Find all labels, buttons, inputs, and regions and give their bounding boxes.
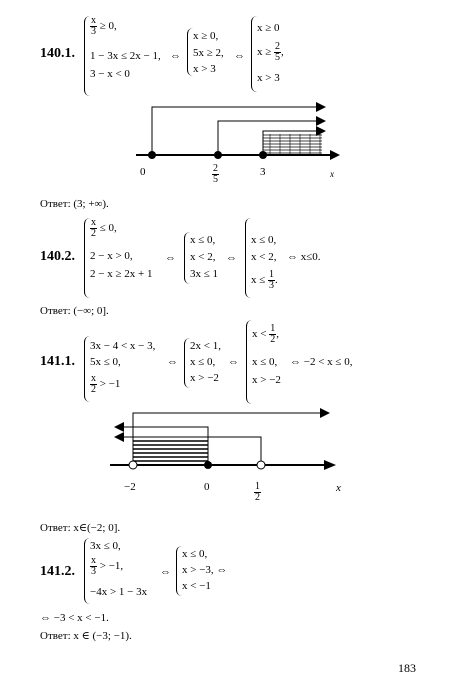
system-result: ⇔ −2 < x ≤ 0, [290, 356, 353, 368]
fraction: $\frac{x}{3}$ [91, 15, 96, 37]
system-line: x > −3, ⇔ [182, 564, 228, 576]
answer: Ответ: (3; +∞). [40, 198, 109, 210]
equivalence-arrow: ⇔ [234, 50, 245, 62]
system-line: 5x ≤ 0, [90, 356, 121, 368]
axis-label: 0 [140, 166, 146, 178]
problem-number: 140.1. [40, 46, 75, 61]
problem-number: 141.1. [40, 354, 75, 369]
axis-label [254, 482, 261, 503]
answer: Ответ: x∈(−2; 0]. [40, 522, 121, 534]
system-line: x ≤ $\frac{1}{3}$ . [251, 269, 278, 291]
system-line: −4x > 1 − 3x [90, 586, 148, 598]
answer: Ответ: x ∈ (−3; −1). [40, 630, 132, 642]
fraction: $\frac{x}{3}$ [91, 555, 96, 577]
equivalence-arrow: ⇔ [165, 252, 176, 264]
equivalence-arrow: ⇔ [167, 356, 178, 368]
fraction: $\frac{x}{2}$ [91, 373, 96, 395]
axis-label: x [336, 482, 341, 494]
system-line: x < 2, [190, 251, 216, 263]
system-line: $\frac{x}{3}$ > −1, [91, 555, 124, 577]
system-line: x < −1 [182, 580, 211, 592]
system-line: 3x ≤ 1 [190, 268, 219, 280]
axis-label: −2 [124, 481, 136, 493]
system-line: x > −2 [252, 374, 281, 386]
system-line: x ≥ 0 [257, 22, 280, 34]
system-line: 3 − x < 0 [90, 68, 130, 80]
system-line: x < $\frac{1}{2}$ , [252, 323, 279, 345]
axis-label: x [330, 169, 334, 179]
equivalence-line: ⇔ −3 < x < −1. [40, 612, 109, 624]
axis-label: 0 [204, 481, 210, 493]
answer: Ответ: (−∞; 0]. [40, 305, 109, 317]
system-line: x ≥ 0, [193, 30, 219, 42]
page-number: 183 [398, 661, 416, 675]
system-result: ⇔ x≤0. [287, 251, 321, 263]
system-line: 2x < 1, [190, 340, 221, 352]
system-line: x > 3 [193, 63, 216, 75]
system-line: 2 − x > 0, [90, 250, 133, 262]
axis-label [212, 164, 219, 185]
system-line: $\frac{x}{2}$ ≤ 0, [91, 217, 117, 239]
system-line: 5x ≥ 2, [193, 47, 224, 59]
system-line: x ≤ 0, [190, 356, 216, 368]
system-line: 1 − 3x ≤ 2x − 1, [90, 50, 161, 62]
fraction: $\frac{x}{2}$ [91, 217, 96, 239]
fraction: $\frac{2}{5}$ [275, 41, 281, 63]
system-line: x ≤ 0, [252, 356, 278, 368]
system-line: $\frac{x}{2}$ > −1 [91, 373, 121, 395]
system-line: x ≥ $\frac{2}{5}$ , [257, 41, 284, 63]
axis-label: 3 [260, 166, 266, 178]
fraction: $\frac{2}{5}$ [213, 163, 218, 185]
system-line: $\frac{x}{3}$ ≥ 0, [91, 15, 117, 37]
system-line: 3x − 4 < x − 3, [90, 340, 156, 352]
equivalence-arrow: ⇔ [226, 252, 237, 264]
system-line: x ≤ 0, [190, 234, 216, 246]
system-line: x > −2 [190, 372, 219, 384]
system-line: x ≤ 0, [182, 548, 208, 560]
fraction: $\frac{1}{2}$ [270, 323, 276, 345]
equivalence-arrow: ⇔ [160, 566, 171, 578]
problem-number: 140.2. [40, 249, 75, 264]
equivalence-arrow: ⇔ [228, 356, 239, 368]
fraction: $\frac{1}{3}$ [269, 269, 275, 291]
system-line: x < 2, [251, 251, 277, 263]
system-line: x ≤ 0, [251, 234, 277, 246]
system-line: 3x ≤ 0, [90, 540, 121, 552]
problem-number: 141.2. [40, 564, 75, 579]
fraction: $\frac{1}{2}$ [255, 481, 260, 503]
system-line: 2 − x ≥ 2x + 1 [90, 268, 153, 280]
system-line: x > 3 [257, 72, 280, 84]
equivalence-arrow: ⇔ [170, 50, 181, 62]
